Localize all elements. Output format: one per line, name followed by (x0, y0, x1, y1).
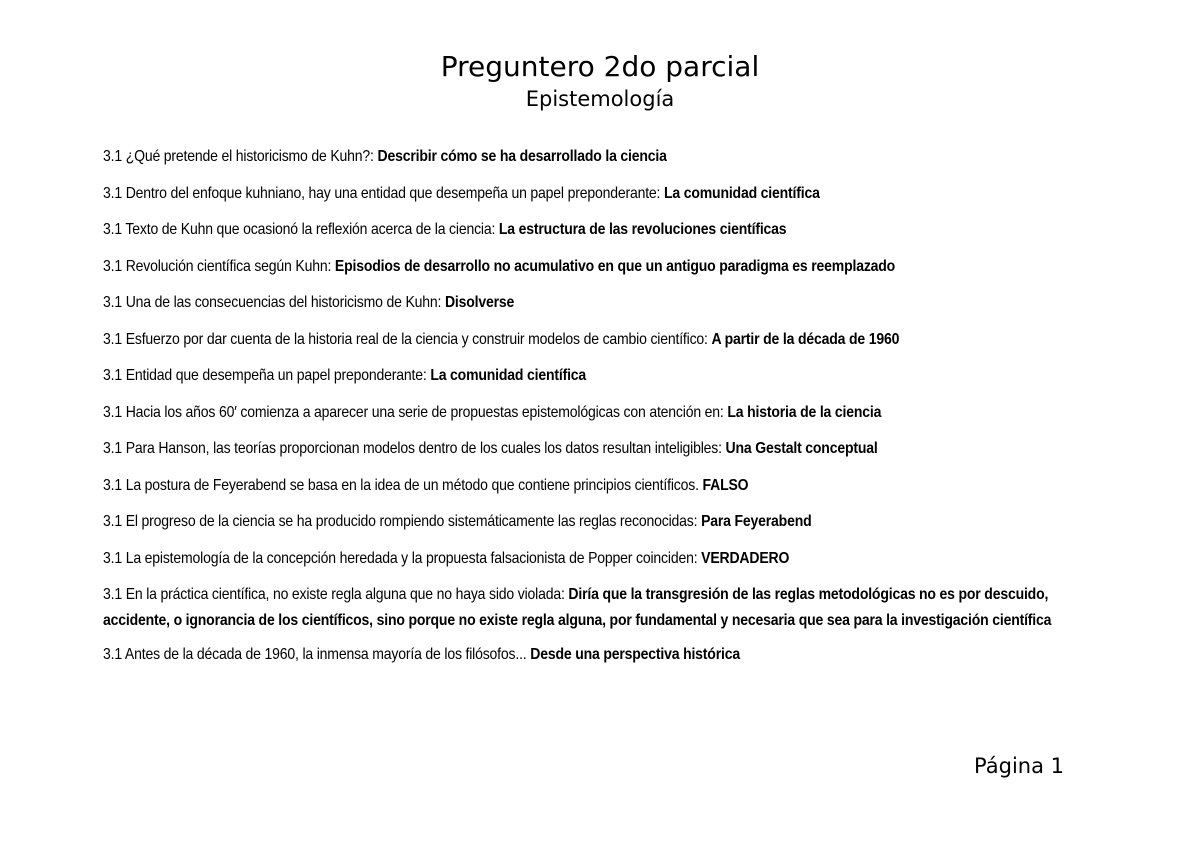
question-text: 3.1 La postura de Feyerabend se basa en la idea de un método que contiene principios científicos. (103, 476, 703, 494)
answer-text: Diría que la transgresión de las reglas metodológicas no es por descuido, accidente, o ignorancia de los científicos, sino porque no existe regla alguna, por fundamental y necesaria que sea para la investigación científica (103, 586, 1052, 629)
question-item (103, 582, 1103, 634)
answer-text: La comunidad científica (663, 184, 820, 202)
answer-text: Una Gestalt conceptual (725, 440, 878, 457)
answer-text: A partir de la década de 1960 (711, 330, 900, 348)
answer-text: La historia de la ciencia (727, 403, 882, 421)
question-item (103, 290, 1103, 316)
question-text: 3.1 Entidad que desempeña un papel preponderante: (103, 367, 431, 384)
answer-text: Describir cómo se ha desarrollado la ciencia (377, 148, 667, 165)
question-text: 3.1 Revolución científica según Kuhn: (103, 257, 335, 275)
answer-text: Disolverse (444, 294, 515, 311)
answer-text: Para Feyerabend (701, 513, 812, 530)
question-text: 3.1 Texto de Kuhn que ocasionó la reflexión acerca de la ciencia: (103, 221, 499, 238)
question-list (103, 144, 1052, 679)
question-item (103, 327, 1103, 353)
answer-text: La estructura de las revoluciones científicas (498, 221, 787, 238)
document-title: Preguntero 2do parcial (440, 50, 760, 83)
question-text: 3.1 Una de las consecuencias del historicismo de Kuhn: (103, 294, 445, 311)
question-item (103, 181, 1103, 207)
question-item (103, 546, 1103, 572)
question-text: 3.1 La epistemología de la concepción heredada y la propuesta falsacionista de Popper coinciden: (103, 549, 702, 567)
question-text: 3.1 Esfuerzo por dar cuenta de la historia real de la ciencia y construir modelos de cambio científico: (103, 330, 712, 348)
question-item (103, 217, 1103, 243)
answer-text: Desde una perspectiva histórica (530, 646, 740, 663)
question-item (103, 254, 1103, 280)
question-text: 3.1 ¿Qué pretende el historicismo de Kuhn?: (103, 148, 378, 165)
question-item (103, 509, 1103, 535)
question-text: 3.1 Para Hanson, las teorías proporcionan modelos dentro de los cuales los datos resultan inteligibles: (103, 440, 726, 457)
question-item (103, 400, 1103, 426)
question-text: 3.1 En la práctica científica, no existe regla alguna que no haya sido violada: (103, 586, 569, 603)
question-text: 3.1 Hacia los años 60′ comienza a aparecer una serie de propuestas epistemológicas con atención en: (103, 403, 728, 421)
question-text: 3.1 Dentro del enfoque kuhniano, hay una entidad que desempeña un papel preponderante: (103, 184, 664, 202)
question-item (103, 473, 1103, 499)
answer-text: Episodios de desarrollo no acumulativo en que un antiguo paradigma es reemplazado (334, 257, 896, 275)
answer-text: La comunidad científica (430, 367, 587, 384)
question-text: 3.1 El progreso de la ciencia se ha producido rompiendo sistemáticamente las reglas reconocidas: (103, 513, 702, 530)
document-subtitle: Epistemología (525, 87, 675, 111)
answer-text: VERDADERO (701, 549, 790, 567)
question-item (103, 144, 1103, 170)
question-text: 3.1 Antes de la década de 1960, la inmensa mayoría de los filósofos... (103, 646, 531, 663)
page-number: Página 1 (974, 754, 1064, 778)
question-item (103, 363, 1103, 389)
question-item (103, 436, 1103, 462)
question-item (103, 642, 1103, 668)
answer-text: FALSO (702, 476, 749, 494)
